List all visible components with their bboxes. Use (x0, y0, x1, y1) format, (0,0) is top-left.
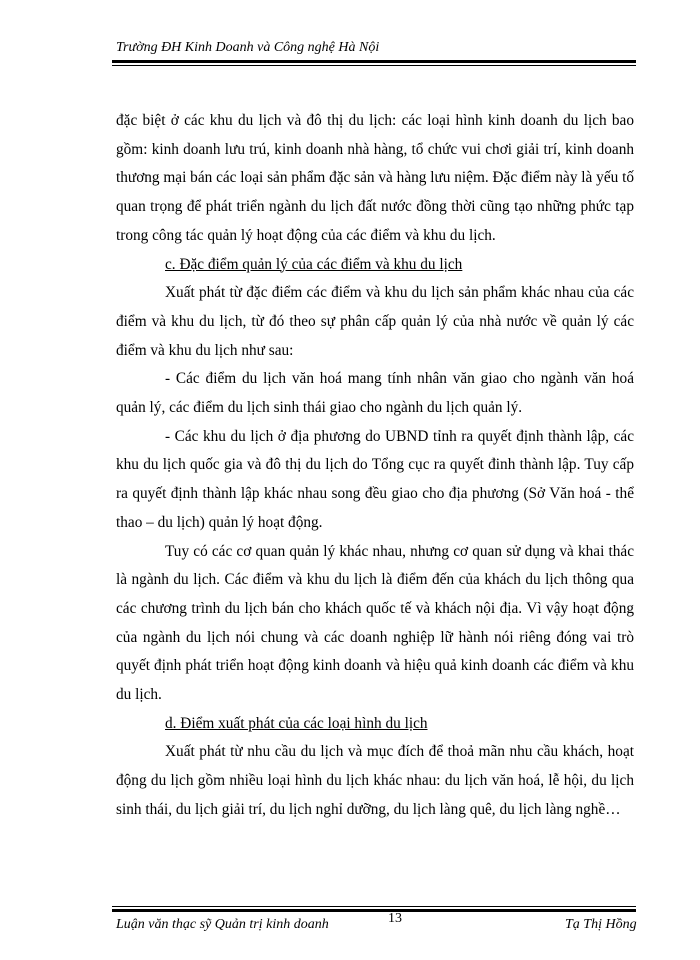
section-heading-d-text: d. Điểm xuất phát của các loại hình du lịch (165, 714, 428, 732)
footer-author: Tạ Thị Hồng (565, 917, 637, 932)
footer-rule-thick (112, 909, 636, 912)
bullet-cultural-ecological: - Các điểm du lịch văn hoá mang tính nhân văn giao cho ngành văn hoá quản lý, các điểm du lịch sinh thái giao cho ngành du lịch quản lý. (116, 370, 634, 417)
paragraph-management-agencies: Tuy có các cơ quan quản lý khác nhau, nhưng cơ quan sử dụng và khai thác là ngành du lịch. Các điểm và khu du lịch là điểm đến của khách du lịch thông qua các chương trình du lịch bán cho khách quốc tế và khách nội địa. Vì vậy hoạt động của ngành du lịch nói chung và các doanh nghiệp lữ hành nói riêng đóng vai trò quyết định phát triển hoạt động kinh doanh và hiệu quả kinh doanh các điểm và khu du lịch. (116, 542, 634, 704)
paragraph-management-intro: Xuất phát từ đặc điểm các điểm và khu du lịch sản phẩm khác nhau của các điểm và khu du lịch, từ đó theo sự phân cấp quản lý của nhà nước về quản lý các điểm và khu du lịch như sau: (116, 284, 634, 359)
footer-thesis-title: Luận văn thạc sỹ Quản trị kinh doanh (116, 917, 329, 932)
section-heading-d (116, 710, 634, 739)
section-heading-c (116, 251, 634, 280)
paragraph-tourism-types: Xuất phát từ nhu cầu du lịch và mục đích để thoả mãn nhu cầu khách, hoạt động du lịch gồm nhiều loại hình du lịch khác nhau: du lịch văn hoá, lễ hội, du lịch sinh thái, du lịch giải trí, du lịch nghỉ dưỡng, du lịch làng quê, du lịch làng nghề… (116, 743, 634, 818)
paragraph-continuation: đặc biệt ở các khu du lịch và đô thị du lịch: các loại hình kinh doanh du lịch bao gồm: kinh doanh lưu trú, kinh doanh nhà hàng, tổ chức vui chơi giải trí, kinh doanh thương mại bán các loại sản phẩm đặc sản và hàng lưu niệm. Đặc điểm này là yếu tố quan trọng để phát triển ngành du lịch đất nước đồng thời cũng tạo những phức tạp trong công tác quản lý hoạt động của các điểm và khu du lịch. (116, 112, 634, 244)
bullet-local-national: - Các khu du lịch ở địa phương do UBND tỉnh ra quyết định thành lập, các khu du lịch quốc gia và đô thị du lịch do Tổng cục ra quyết đinh thành lập. Tuy cấp ra quyết định thành lập khác nhau song đều giao cho địa phương (Sở Văn hoá - thể thao – du lịch) quản lý hoạt động. (116, 427, 634, 531)
header-rule-thin (112, 65, 636, 66)
footer-rule-thin (112, 906, 636, 907)
page-body (116, 107, 634, 825)
section-heading-c-text: c. Đặc điểm quản lý của các điểm và khu du lịch (165, 255, 463, 273)
header-rule-thick (112, 60, 636, 63)
page-header-title: Trường ĐH Kinh Doanh và Công nghệ Hà Nội (116, 40, 380, 55)
page-number: 13 (388, 911, 402, 926)
